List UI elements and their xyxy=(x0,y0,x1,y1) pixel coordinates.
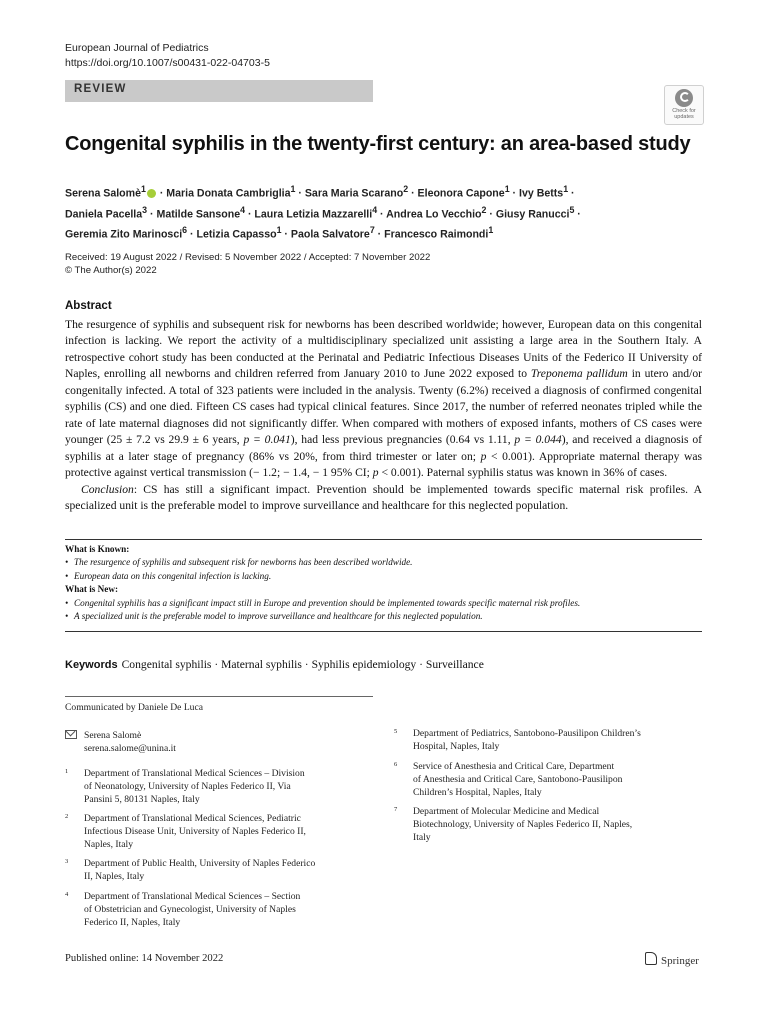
affiliation-sup: 2 xyxy=(481,204,487,215)
author-name[interactable]: · Ivy Betts xyxy=(509,187,564,200)
publisher-name: Springer xyxy=(661,955,699,967)
envelope-icon xyxy=(65,730,77,739)
author-name[interactable]: · Eleonora Capone xyxy=(408,187,505,200)
abstract-text: ), and received a diagnosis of syphilis at a later stage of pregnancy (86% vs 20%, from third trimester or later on; xyxy=(65,433,702,463)
affiliation-4: 4 Department of Translational Medical Sciences – Section of Obstetrician and Gynecologist, University of Naples Federico II, Naples, Italy xyxy=(65,891,301,929)
author-name[interactable]: Serena Salomè xyxy=(65,187,141,200)
affiliation-sup: 4 xyxy=(240,204,246,215)
keywords xyxy=(65,658,484,671)
conclusion-text: : CS has still a significant impact. Prevention should be implemented towards specific maternal risk profiles. A specialized unit is the preferable model to improve surveillance and healthcare for this neglected population. xyxy=(65,482,702,512)
affiliation-sup: 4 xyxy=(372,204,378,215)
author-name[interactable]: · Sara Maria Scarano xyxy=(295,187,404,200)
author-line-2 xyxy=(65,202,695,223)
author-line-3 xyxy=(65,222,695,243)
abstract-text: The resurgence of syphilis and subsequent risk for newborns has been described worldwide; however, European data on this congenital infection is lacking. We report the activity of a multidisciplinary specialized unit assisting a large area in the Southern Italy. A retrospective cohort study has been conducted at the Perinatal and Pediatric Infectious Diseases Units of the Federico II University of Naples, enrolling all newborns and children referred from January 2010 to June 2022 exposed to xyxy=(65,318,702,381)
badge-line-2: updates xyxy=(674,114,694,120)
affiliation-sup: 1 xyxy=(504,184,510,194)
abstract-text: < 0.001). Paternal syphilis status was known in 36% of cases. xyxy=(378,466,668,480)
communicated-by: Communicated by Daniele De Luca xyxy=(65,702,203,713)
badge-line-1: Check for xyxy=(672,108,696,114)
corresponding-email[interactable]: serena.salome@unina.it xyxy=(84,743,176,755)
journal-header xyxy=(65,41,270,71)
orcid-icon[interactable] xyxy=(147,189,156,198)
p-value: p = 0.044 xyxy=(514,433,562,447)
footnote-rule xyxy=(65,696,373,697)
keywords-label: Keywords xyxy=(65,659,118,671)
p-value: p xyxy=(480,449,487,463)
section-banner xyxy=(65,80,373,102)
conclusion-label: Conclusion xyxy=(81,482,134,496)
author-name[interactable]: · Giusy Ranucci xyxy=(486,208,570,221)
author-name[interactable]: · Laura Letizia Mazzarelli xyxy=(245,208,373,221)
p-value: p = 0.041 xyxy=(243,433,291,447)
author-name[interactable]: Geremia Zito Marinosci xyxy=(65,228,183,241)
summary-bottom-rule xyxy=(65,631,702,632)
author-name[interactable]: · Francesco Raimondi xyxy=(374,228,489,241)
copyright-line: © The Author(s) 2022 xyxy=(65,265,157,276)
new-item: • A specialized unit is the preferable model to improve surveillance and healthcare for this neglected population. xyxy=(65,611,483,622)
summary-box xyxy=(65,543,702,623)
author-line-1 xyxy=(65,181,695,202)
abstract-paragraph xyxy=(65,317,702,482)
affiliation-sup: 3 xyxy=(142,204,148,215)
corresponding-author xyxy=(65,729,375,757)
author-name[interactable]: Daniela Pacella xyxy=(65,208,143,221)
affiliation-sup: 1 xyxy=(276,225,282,236)
affiliation-sup: 1 xyxy=(290,184,296,194)
p-value: p xyxy=(372,466,379,480)
known-item: • The resurgence of syphilis and subsequent risk for newborns has been described worldwide. xyxy=(65,557,413,568)
species-name: Treponema pallidum xyxy=(530,367,628,381)
section-label: REVIEW xyxy=(74,83,127,95)
separator: · xyxy=(568,187,575,200)
affiliation-5: 5 Department of Pediatrics, Santobono-Pausilipon Children’s Hospital, Naples, Italy xyxy=(394,728,641,753)
abstract-text: ), had less previous pregnancies (0.64 vs 1.11, xyxy=(290,433,515,447)
affiliation-sup: 1 xyxy=(140,184,146,194)
affiliation-sup: 6 xyxy=(182,225,188,236)
affiliation-3: 3 Department of Public Health, University of Naples Federico II, Naples, Italy xyxy=(65,858,316,883)
publisher-logo xyxy=(645,952,699,967)
separator: · xyxy=(574,208,581,221)
abstract-body xyxy=(65,317,702,514)
author-name[interactable]: · Paola Salvatore xyxy=(281,228,370,241)
author-name[interactable]: · Andrea Lo Vecchio xyxy=(377,208,482,221)
author-list xyxy=(65,181,695,243)
known-item: • European data on this congenital infection is lacking. xyxy=(65,570,272,581)
published-online: Published online: 14 November 2022 xyxy=(65,953,224,964)
known-heading: What is Known: xyxy=(65,544,130,554)
author-name[interactable]: · Maria Donata Cambriglia xyxy=(156,187,291,200)
summary-top-rule xyxy=(65,539,702,540)
affiliation-6: 6 Service of Anesthesia and Critical Care, Department of Anesthesia and Critical Care, Santobono-Pausilipon Children’s Hospital, Naples, Italy xyxy=(394,761,623,799)
journal-name: European Journal of Pediatrics xyxy=(65,42,209,54)
springer-horse-icon xyxy=(645,952,657,965)
refresh-icon xyxy=(675,89,693,107)
check-for-updates-badge[interactable] xyxy=(664,85,704,125)
affiliation-sup: 7 xyxy=(369,225,375,236)
doi-link[interactable]: https://doi.org/10.1007/s00431-022-04703-5 xyxy=(65,57,270,69)
affiliation-2: 2 Department of Translational Medical Sciences, Pediatric Infectious Disease Unit, University of Naples Federico II, Naples, Italy xyxy=(65,813,306,851)
author-name[interactable]: · Matilde Sansone xyxy=(147,208,241,221)
abstract-heading: Abstract xyxy=(65,300,112,312)
author-name[interactable]: · Letizia Capasso xyxy=(187,228,277,241)
affiliation-7: 7 Department of Molecular Medicine and Medical Biotechnology, University of Naples Federico II, Naples, Italy xyxy=(394,806,633,844)
affiliation-1: 1 Department of Translational Medical Sciences – Division of Neonatology, University of Naples Federico II, Via Pansini 5, 80131 Naples, Italy xyxy=(65,768,305,806)
affiliation-sup: 1 xyxy=(488,225,494,236)
new-heading: What is New: xyxy=(65,584,119,595)
corresponding-name: Serena Salomè xyxy=(84,730,142,741)
new-item: • Congenital syphilis has a significant impact still in Europe and prevention should be implemented towards specific maternal risk profiles. xyxy=(65,597,581,608)
abstract-conclusion xyxy=(65,482,702,515)
affiliation-sup: 2 xyxy=(403,184,409,194)
abstract-text: < 0.001). Appropriate maternal therapy was protective against vertical transmission (− 1.2; − 1.4, − 1 95% CI; xyxy=(65,449,702,480)
affiliation-sup: 1 xyxy=(563,184,569,194)
article-dates xyxy=(65,251,430,277)
affiliation-sup: 5 xyxy=(569,204,575,215)
received-dates: Received: 19 August 2022 / Revised: 5 November 2022 / Accepted: 7 November 2022 xyxy=(65,252,431,263)
abstract-text: in utero and/or congenitally infected. A total of 323 patients were included in the analysis. Twenty (6.2%) received a diagnosis of confirmed congenital syphilis (CS) and one died. Fifteen CS cases had typical clinical features. Since 2017, the number of referred neonates tripled while the rate of late maternal diagnoses did not significantly differ. When compared with mothers of exposed infants, mothers of CS cases were younger (25 ± 7.2 vs 29.9 ± 6 years, xyxy=(65,367,702,447)
keywords-text: Congenital syphilis · Maternal syphilis · Syphilis epidemiology · Surveillance xyxy=(121,658,484,671)
article-title: Congenital syphilis in the twenty-first century: an area-based study xyxy=(65,133,691,155)
